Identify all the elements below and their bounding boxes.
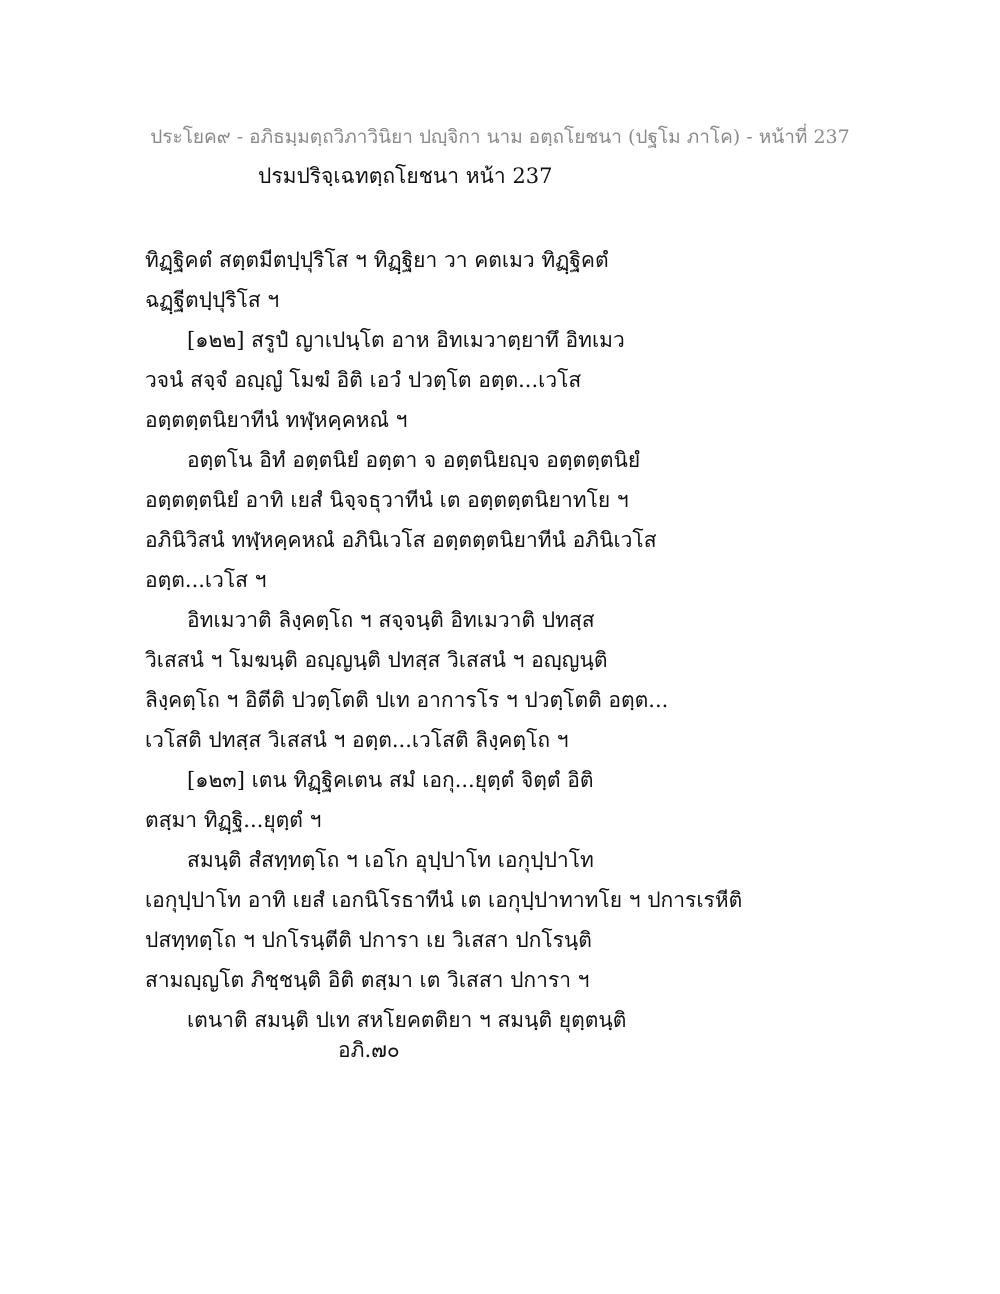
- text-line: อตฺต...เวโส ฯ: [145, 568, 267, 592]
- text-line: เวโสติ ปทสฺส วิเสสนํ ฯ อตฺต...เวโสติ ลิงฺคตฺโถ ฯ: [145, 728, 569, 752]
- running-header: ประโยค๙ - อภิธมฺมตฺถวิภาวินิยา ปญฺจิกา นาม อตฺถโยชนา (ปฐโม ภาโค) - หน้าที่ 237: [150, 126, 850, 148]
- text-line: ตสฺมา ทิฏฺฐิ...ยุตฺตํ ฯ: [145, 808, 322, 832]
- chapter-title: ปรมปริจฺเฉทตฺถโยชนา หน้า 237: [258, 164, 553, 188]
- text-line: สมนฺติ สํสทฺทตฺโถ ฯ เอโก อุปฺปาโท เอกุปฺปาโท: [187, 848, 594, 872]
- text-line: ฉฏฺฐีตปฺปุริโส ฯ: [145, 288, 280, 312]
- page-footer-signature: อภิ.๗๐: [338, 1038, 400, 1062]
- text-line: ลิงฺคตฺโถ ฯ อิตีติ ปวตฺโตติ ปเท อาการโร ฯ ปวตฺโตติ อตฺต...: [145, 688, 669, 712]
- body-text: [145, 240, 885, 1040]
- text-line: อตฺตโน อิทํ อตฺตนิยํ อตฺตา จ อตฺตนิยญฺจ อตฺตตฺตนิยํ: [187, 448, 641, 472]
- text-line: วิเสสนํ ฯ โมฆนฺติ อญฺญนฺติ ปทสฺส วิเสสนํ ฯ อญฺญนฺติ: [145, 648, 608, 672]
- text-line: อตฺตตฺตนิยาทีนํ ทฬฺหคฺคหณํ ฯ: [145, 408, 408, 432]
- text-line: เอกุปฺปาโท อาทิ เยสํ เอกนิโรธาทีนํ เต เอกุปฺปาทาทโย ฯ ปการเรหีติ: [145, 888, 743, 912]
- text-line: อภินิวิสนํ ทฬฺหคฺคหณํ อภินิเวโส อตฺตตฺตนิยาทีนํ อภินิเวโส: [145, 528, 657, 552]
- text-line: อตฺตตฺตนิยํ อาทิ เยสํ นิจฺจธุวาทีนํ เต อตฺตตฺตนิยาทโย ฯ: [145, 488, 629, 512]
- text-line: อิทเมวาติ ลิงฺคตฺโถ ฯ สจฺจนฺติ อิทเมวาติ ปทสฺส: [187, 608, 595, 632]
- text-line: สามญฺญโต ภิชฺชนฺติ อิติ ตสฺมา เต วิเสสา ปการา ฯ: [145, 968, 590, 992]
- text-line: [๑๒๓] เตน ทิฏฺฐิคเตน สมํ เอกุ...ยุตฺตํ จิตฺตํ อิติ: [187, 768, 594, 792]
- text-line: วจนํ สจฺจํ อญฺญํ โมฆํ อิติ เอวํ ปวตฺโต อตฺต...เวโส: [145, 368, 582, 392]
- text-line: ปสทฺทตฺโถ ฯ ปกโรนฺตีติ ปการา เย วิเสสา ปกโรนฺติ: [145, 928, 592, 952]
- text-line: ทิฏฺฐิคตํ สตฺตมีตปฺปุริโส ฯ ทิฏฺฐิยา วา คตเมว ทิฏฺฐิคตํ: [145, 248, 609, 272]
- text-line: เตนาติ สมนฺติ ปเท สหโยคตติยา ฯ สมนฺติ ยุตฺตนฺติ: [187, 1008, 627, 1032]
- text-line: [๑๒๒] สรูปํ ญาเปนฺโต อาห อิทเมวาตฺยาทึ อิทเมว: [187, 328, 625, 352]
